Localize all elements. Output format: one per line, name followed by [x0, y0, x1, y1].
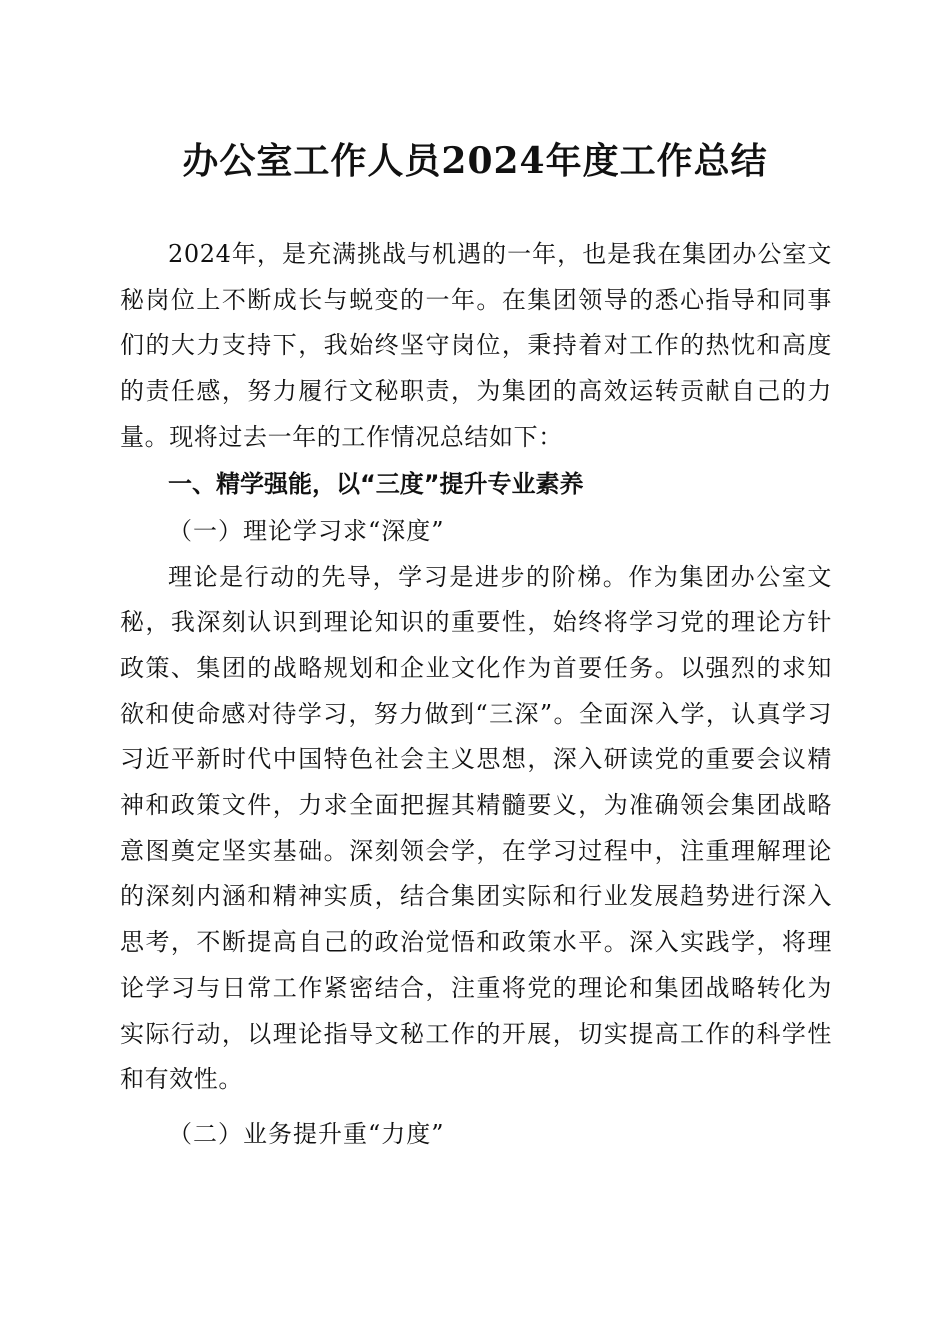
subsection-heading-1: （一）理论学习求“深度”: [168, 516, 445, 545]
document-title: 办公室工作人员2024年度工作总结: [182, 140, 768, 182]
intro-paragraph: 2024年，是充满挑战与机遇的一年，也是我在集团办公室文秘岗位上不断成长与蜕变的一年。在集团领导的悉心指导和同事们的大力支持下，我始终坚守岗位，秉持着对工作的热忱和高度的责任感，努力履行文秘职责，为集团的高效运转贡献自己的力量。现将过去一年的工作情况总结如下：: [120, 240, 832, 451]
subsection-paragraph-1: 理论是行动的先导，学习是进步的阶梯。作为集团办公室文秘，我深刻认识到理论知识的重要性，始终将学习党的理论方针政策、集团的战略规划和企业文化作为首要任务。以强烈的求知欲和使命感对待学习，努力做到“三深”。全面深入学，认真学习习近平新时代中国特色社会主义思想，深入研读党的重要会议精神和政策文件，力求全面把握其精髓要义，为准确领会集团战略意图奠定坚实基础。深刻领会学，在学习过程中，注重理解理论的深刻内涵和精神实质，结合集团实际和行业发展趋势进行深入思考，不断提高自己的政治觉悟和政策水平。深入实践学，将理论学习与日常工作紧密结合，注重将党的理论和集团战略转化为实际行动，以理论指导文秘工作的开展，切实提高工作的科学性和有效性。: [120, 562, 832, 1094]
section-heading-1: 一、精学强能，以“三度”提升专业素养: [168, 469, 584, 498]
subsection-heading-2: （二）业务提升重“力度”: [168, 1119, 445, 1148]
document-body: [120, 232, 832, 1158]
